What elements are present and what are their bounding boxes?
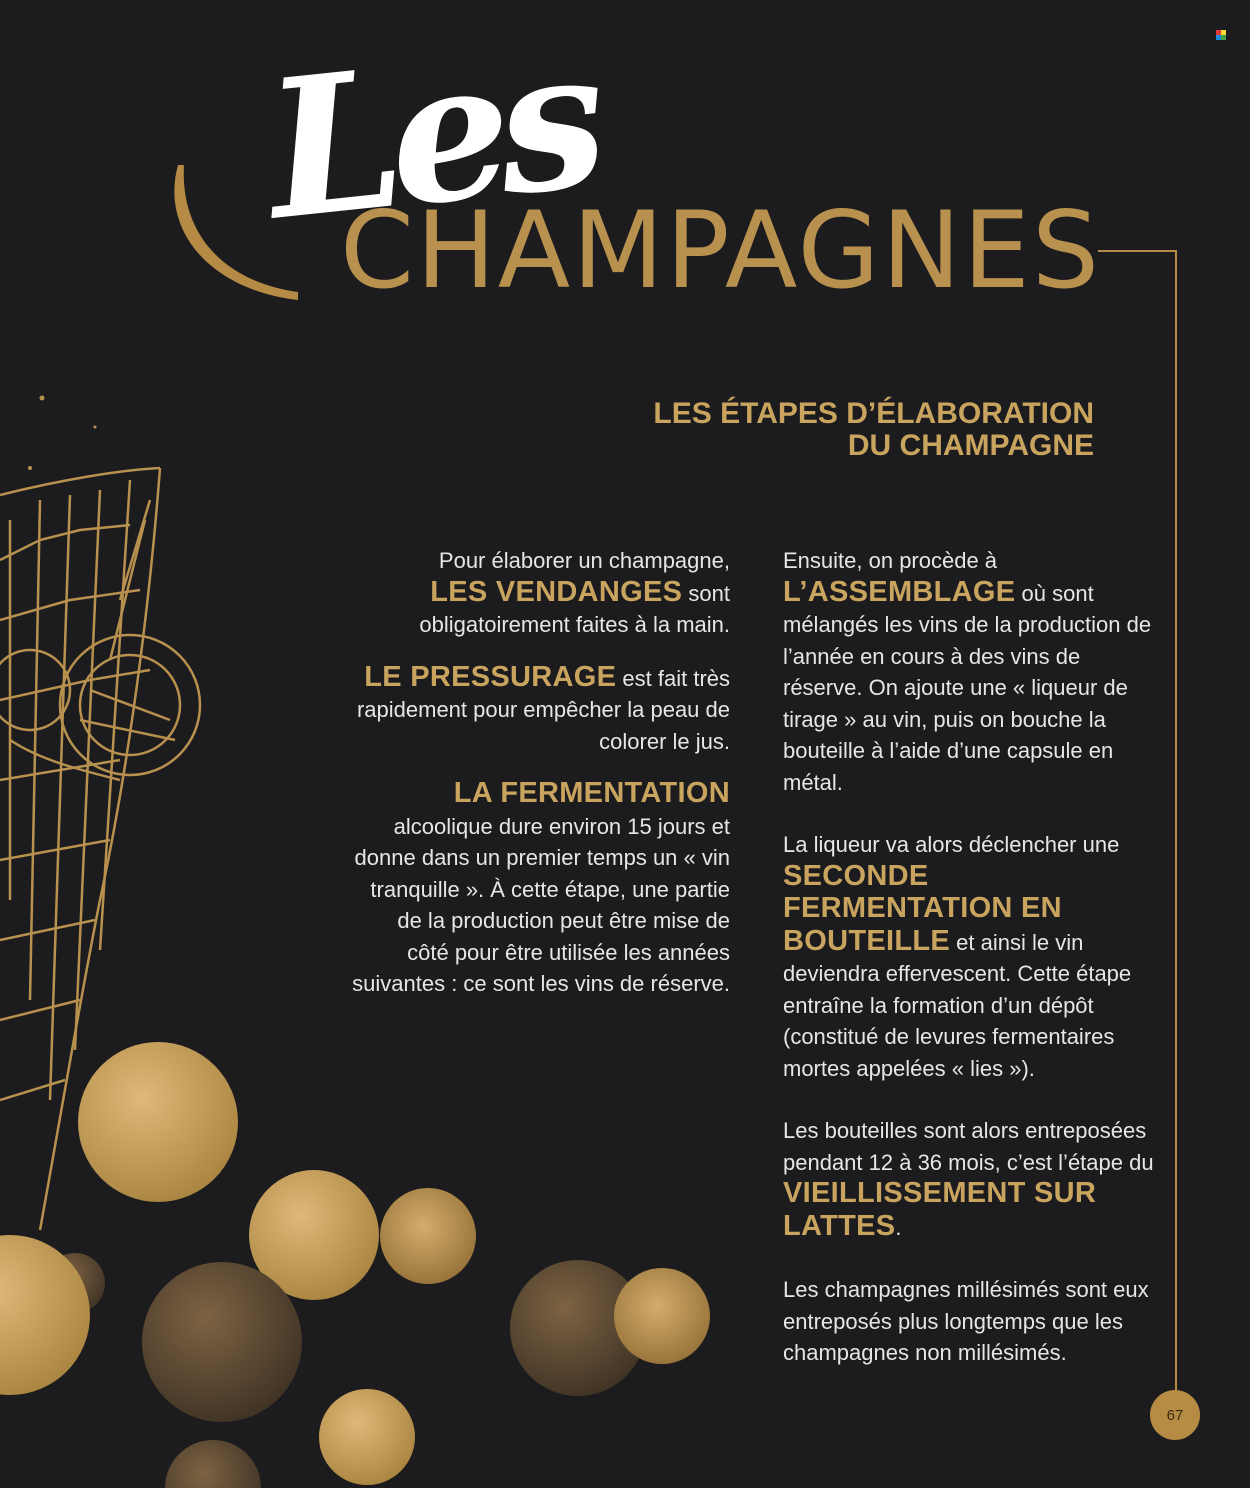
title-script: Les bbox=[257, 6, 605, 263]
paragraph-text: et ainsi le vin deviendra effervescent. Cette étape entraîne la formation d’un dépôt (constitué de levures fermentaires mortes appelées « lies »). bbox=[783, 929, 1132, 1081]
bubble-dark bbox=[165, 1440, 261, 1488]
paragraph-fermentation bbox=[350, 778, 730, 1000]
highlight-pressurage: LE PRESSURAGE bbox=[364, 660, 617, 693]
paragraph-text: Les champagnes millésimés sont eux entreposés plus longtemps que les champagnes non millésimés. bbox=[783, 1277, 1149, 1365]
paragraph-text: Les bouteilles sont alors entreposées pendant 12 à 36 mois, c’est l’étape du bbox=[783, 1118, 1154, 1175]
highlight-vendanges: LES VENDANGES bbox=[430, 575, 683, 608]
paragraph-text: sont obligatoirement faites à la main. bbox=[419, 580, 730, 637]
highlight-assemblage: L’ASSEMBLAGE bbox=[783, 575, 1016, 608]
paragraph-text: est fait très rapidement pour empêcher la peau de colorer le jus. bbox=[356, 665, 730, 754]
highlight-seconde-fermentation: SECONDE FERMENTATION EN BOUTEILLE bbox=[783, 859, 1062, 957]
bubble-medium bbox=[380, 1188, 476, 1284]
page-number-badge bbox=[1150, 1390, 1200, 1440]
paragraph-text: . bbox=[895, 1214, 902, 1240]
paragraph-seconde-fermentation bbox=[783, 829, 1163, 1084]
section-heading-line-1: LES ÉTAPES D’ÉLABORATION bbox=[653, 397, 1094, 430]
section-heading-line-2: DU CHAMPAGNE bbox=[847, 429, 1094, 462]
paragraph-vendanges bbox=[350, 545, 730, 641]
page-title: CHAMPAGNES bbox=[340, 189, 1102, 312]
bubble-medium bbox=[614, 1268, 710, 1364]
paragraph-assemblage bbox=[783, 545, 1163, 798]
paragraph-pressurage bbox=[350, 662, 730, 758]
paragraph-millesimes bbox=[783, 1274, 1163, 1369]
paragraph-text: alcoolique dure environ 15 jours et donne dans un premier temps un « vin tranquille ». À cette étape, une partie de la production peut être mise de côté pour être utilisée les années suivantes : ce sont les vins de réserve. bbox=[352, 813, 730, 996]
right-column bbox=[783, 545, 1163, 1390]
bubble-large bbox=[319, 1389, 415, 1485]
bubble-large bbox=[78, 1042, 238, 1202]
left-column bbox=[350, 545, 730, 1021]
paragraph-vieillissement bbox=[783, 1115, 1163, 1243]
paragraph-text: où sont mélangés les vins de la production de l’année en cours à des vins de réserve. On ajoute une « liqueur de tirage » au vin, puis on bouche la bouteille à l’aide d’une capsule en métal. bbox=[783, 580, 1152, 795]
color-registration-icon bbox=[1216, 30, 1226, 40]
highlight-fermentation: LA FERMENTATION bbox=[453, 777, 730, 809]
paragraph-text: Ensuite, on procède à bbox=[783, 548, 998, 573]
paragraph-text: Pour élaborer un champagne, bbox=[438, 548, 730, 573]
paragraph-text: La liqueur va alors déclencher une bbox=[783, 832, 1120, 857]
highlight-vieillissement: VIEILLISSEMENT SUR LATTES bbox=[783, 1177, 1097, 1242]
section-heading bbox=[574, 398, 1094, 462]
bubble-dot bbox=[40, 396, 45, 401]
bubble-dot bbox=[28, 466, 32, 470]
bubble-dark bbox=[142, 1262, 302, 1422]
bubble-dot bbox=[94, 426, 97, 429]
page-number: 67 bbox=[1166, 1406, 1184, 1424]
